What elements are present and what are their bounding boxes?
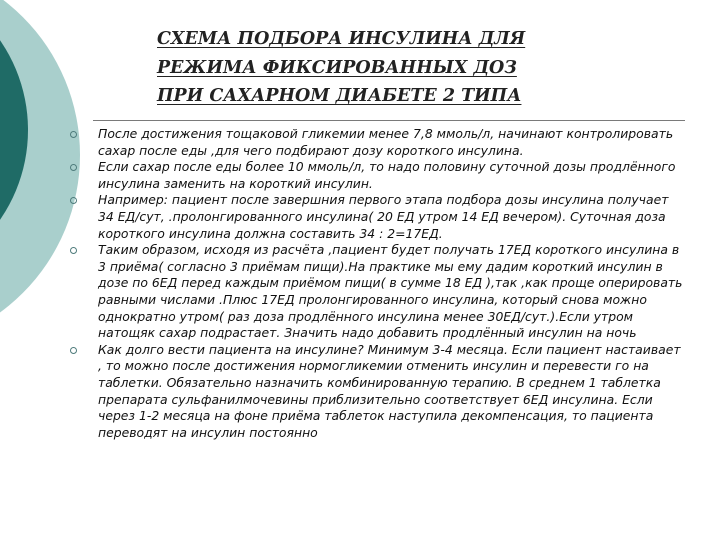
list-item xyxy=(68,242,688,342)
list-item xyxy=(68,342,688,442)
title-line-1: СХЕМА ПОДБОРА ИНСУЛИНА ДЛЯ xyxy=(157,29,526,49)
list-item-text: Если сахар после еды более 10 ммоль/л, то надо половину суточной дозы продлённого инсулина заменить на короткий инсулин. xyxy=(98,159,676,191)
bullet-circle-icon xyxy=(70,164,77,171)
title-divider xyxy=(93,120,685,121)
list-item xyxy=(68,192,688,242)
list-item-text: Как долго вести пациента на инсулине? Минимум 3-4 месяца. Если пациент настаивает , то можно после достижения нормогликемии отменить инсулин и перевести го на таблетки. Обязательно назначить комбинированную терапию. В среднем 1 таблетка препарата сульфанилмочевины приблизительно соответствует 6ЕД инсулина. Если через 1-2 месяца на фоне приёма таблеток наступила декомпенсация, то пациента переводят на инсулин постоянно xyxy=(98,341,681,440)
title-line-3: ПРИ САХАРНОМ ДИАБЕТЕ 2 ТИПА xyxy=(157,86,522,106)
bullet-circle-icon xyxy=(70,347,77,354)
bullet-circle-icon xyxy=(70,131,77,138)
list-item-text: Например: пациент после завершния первого этапа подбора дозы инсулина получает 34 ЕД/сут, .пролонгированного инсулина( 20 ЕД утром 14 ЕД вечером). Суточная доза короткого инсулина должна составить 34 : 2=17ЕД. xyxy=(98,192,669,241)
title-line-2: РЕЖИМА ФИКСИРОВАННЫХ ДОЗ xyxy=(157,57,517,78)
list-item xyxy=(68,126,688,159)
bullet-circle-icon xyxy=(70,197,77,204)
list-item-text: Таким образом, исходя из расчёта ,пациент будет получать 17ЕД короткого инсулина в 3 приёма( согласно 3 приёмам пищи).На практике мы ему дадим короткий инсулин в дозе по 6ЕД перед каждым приёмом пищи( в сумме 18 ЕД ),так ,как проще оперировать равными числами .Плюс 17ЕД пролонгированного инсулина, который снова можно однократно утром( раз доза продлённого инсулина менее 30ЕД/сут.).Если утром натощяк сахар подрастает. Значить надо добавить продлённый инсулин на ночь xyxy=(98,242,683,341)
bullet-list xyxy=(68,126,688,441)
list-item xyxy=(68,159,688,192)
bullet-circle-icon xyxy=(70,247,77,254)
slide-title xyxy=(157,25,637,111)
list-item-text: После достижения тощаковой гликемии менее 7,8 ммоль/л, начинают контролировать сахар после еды ,для чего подбирают дозу короткого инсулина. xyxy=(98,126,674,158)
